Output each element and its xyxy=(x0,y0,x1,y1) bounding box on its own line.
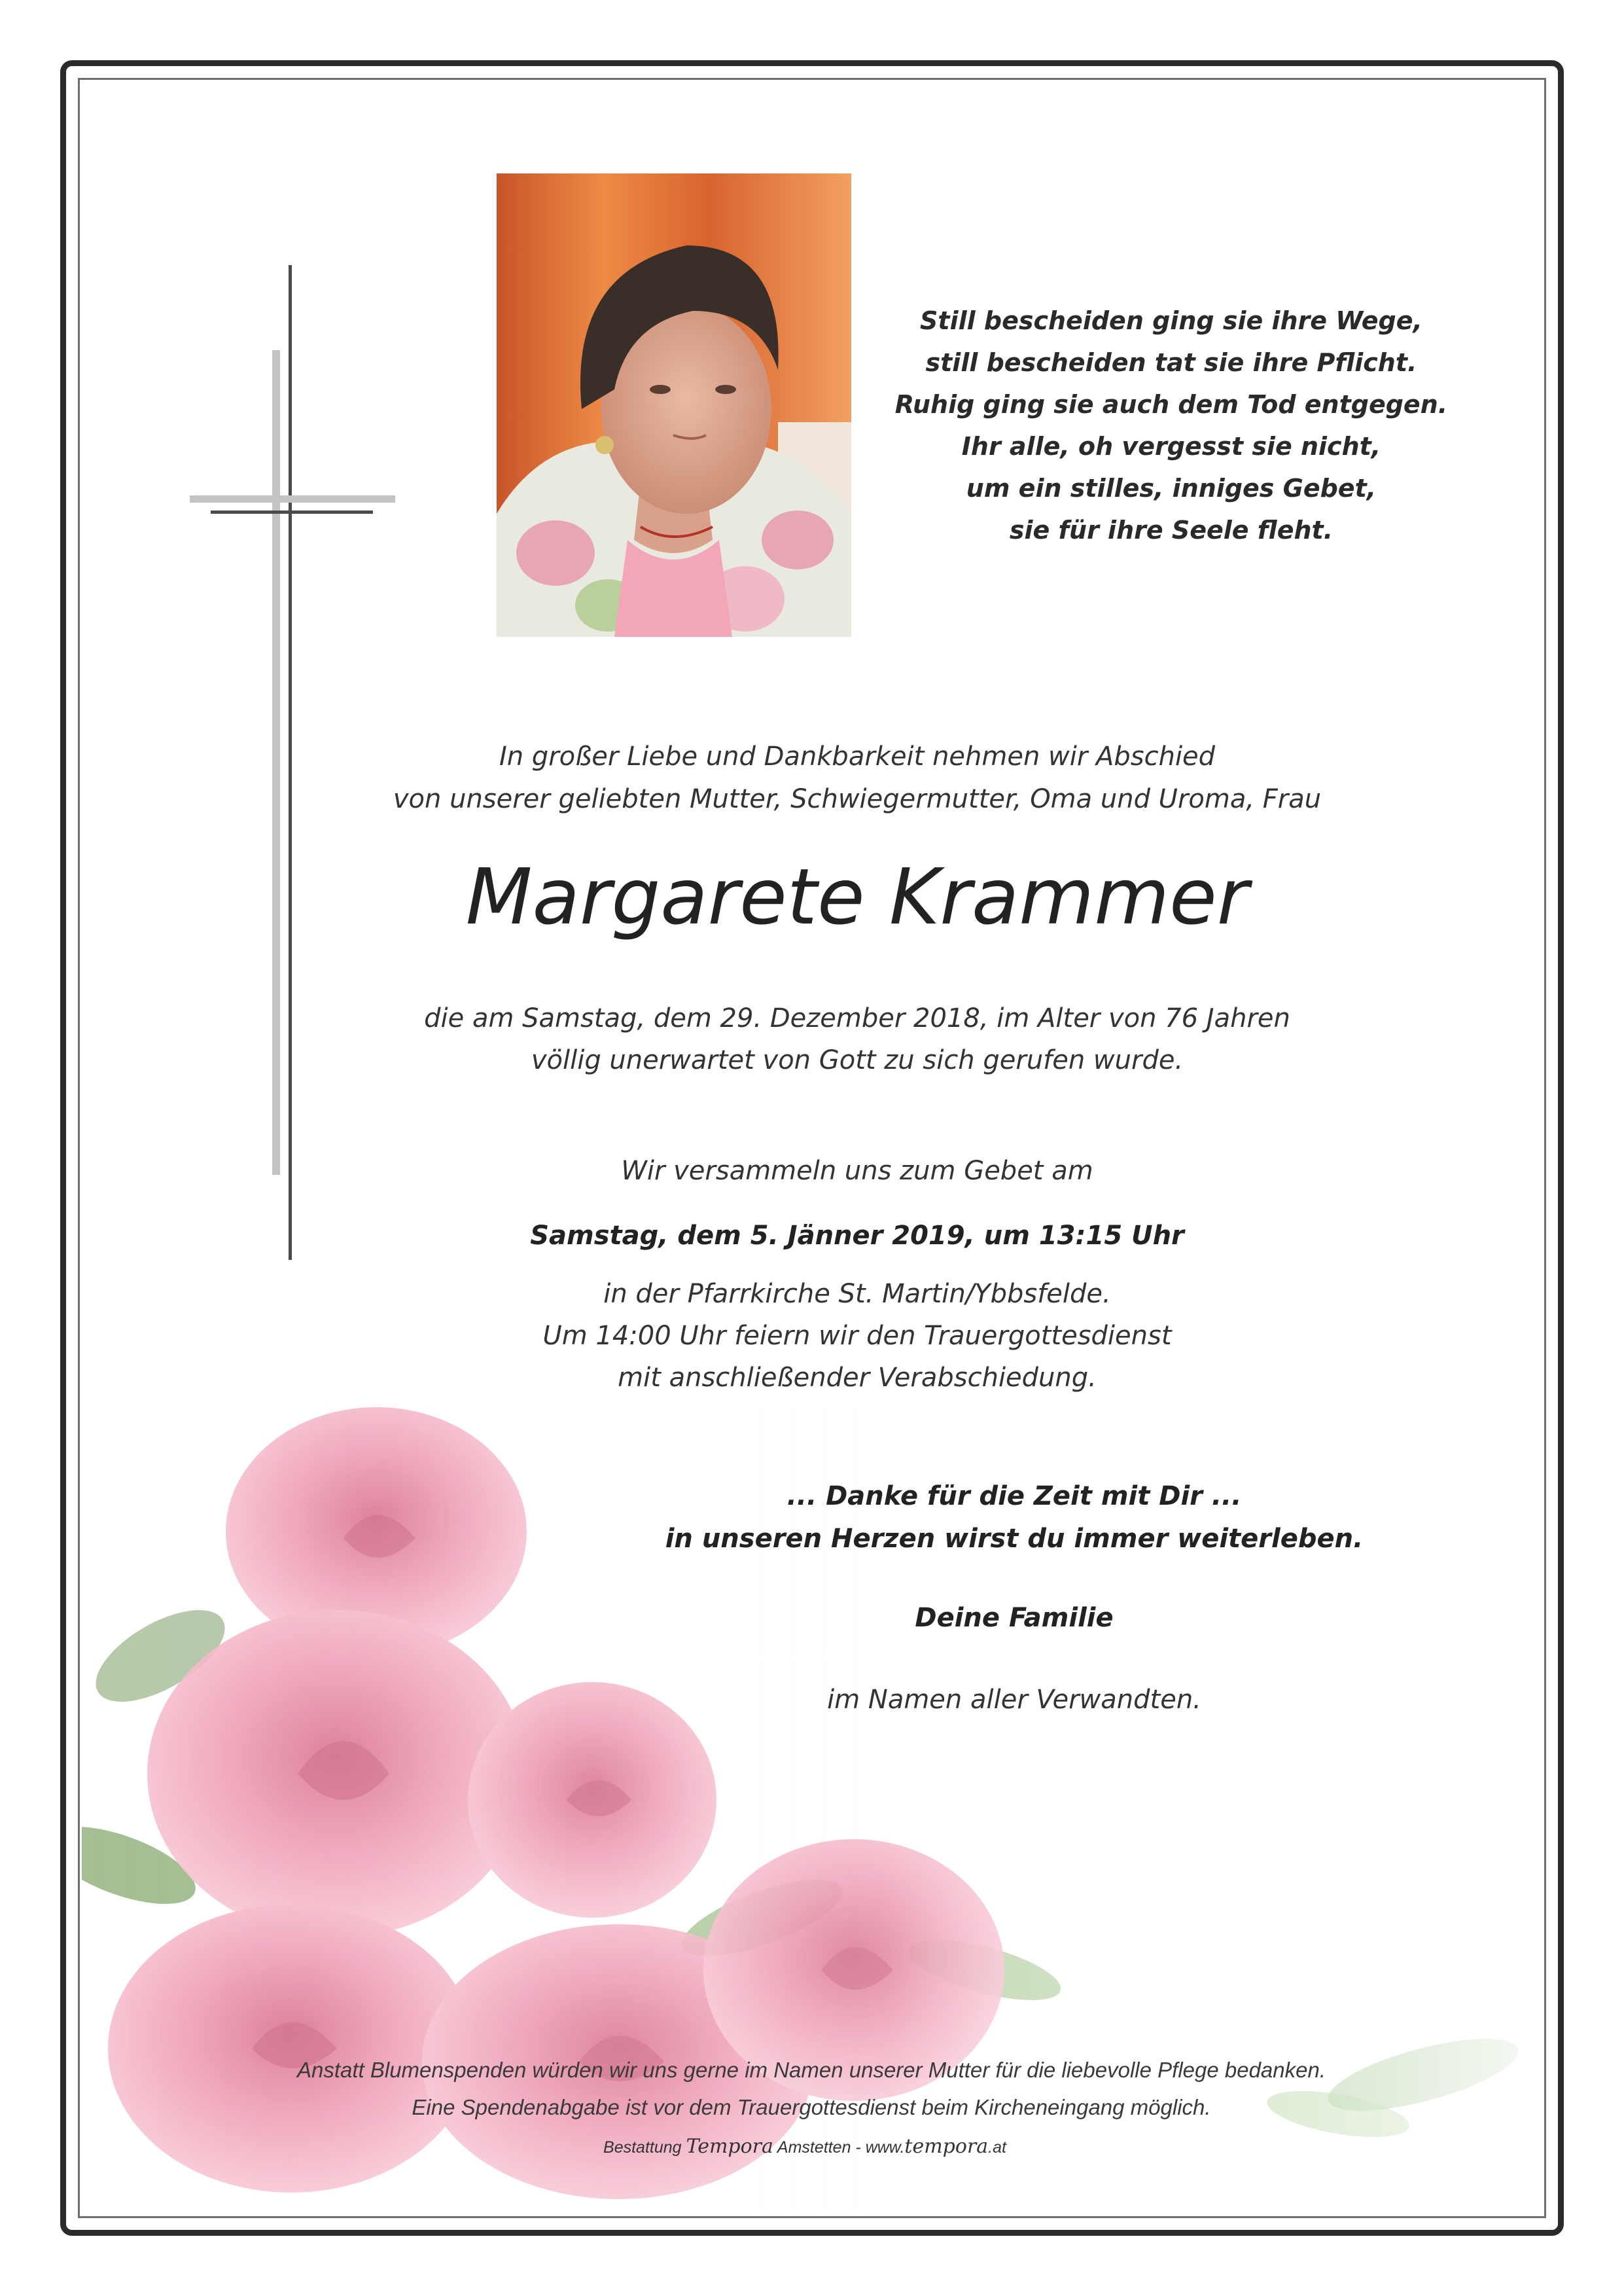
intro-text xyxy=(281,736,1433,821)
footer-domain-brand[interactable]: tempora xyxy=(904,2135,989,2158)
poem xyxy=(864,300,1479,551)
footer-prefix: Bestattung xyxy=(603,2138,682,2157)
death-line: die am Samstag, dem 29. Dezember 2018, im Alter von 76 Jahren xyxy=(424,1003,1290,1033)
donation-line: Anstatt Blumenspenden würden wir uns gerne im Namen unserer Mutter für die liebevolle Pflege bedanken. xyxy=(296,2058,1326,2082)
poem-line: Still bescheiden ging sie ihre Wege, xyxy=(920,306,1422,335)
donation-note xyxy=(196,2051,1426,2126)
portrait-photo xyxy=(497,173,851,637)
donation-line: Eine Spendenabgabe ist vor dem Trauergottesdienst beim Kircheneingang möglich. xyxy=(412,2095,1211,2119)
deceased-name: Margarete Krammer xyxy=(465,852,1249,942)
footer-brand: Tempora xyxy=(686,2135,773,2158)
gathering-intro: Wir versammeln uns zum Gebet am xyxy=(621,1156,1093,1186)
footer-suffix: Amstetten - www. xyxy=(777,2138,905,2157)
poem-line: um ein stilles, inniges Gebet, xyxy=(966,474,1377,503)
intro-line: In großer Liebe und Dankbarkeit nehmen wir Abschied xyxy=(499,742,1216,772)
poem-line: Ruhig ging sie auch dem Tod entgegen. xyxy=(894,390,1448,419)
family-signature: Deine Familie xyxy=(915,1603,1114,1633)
thanks-text xyxy=(641,1475,1387,1560)
intro-line: von unserer geliebten Mutter, Schwiegermutter, Oma und Uroma, Frau xyxy=(393,784,1322,814)
location-line: Um 14:00 Uhr feiern wir den Trauergottesdienst xyxy=(542,1321,1172,1351)
location-line: mit anschließender Verabschiedung. xyxy=(618,1363,1097,1393)
footer-domain-tld[interactable]: .at xyxy=(988,2138,1006,2157)
service-location xyxy=(281,1273,1433,1399)
death-info xyxy=(281,997,1433,1081)
thanks-line: ... Danke für die Zeit mit Dir ... xyxy=(786,1481,1242,1511)
poem-line: still bescheiden tat sie ihre Pflicht. xyxy=(925,348,1417,377)
relatives-text: im Namen aller Verwandten. xyxy=(827,1685,1201,1715)
poem-line: sie für ihre Seele fleht. xyxy=(1009,516,1333,545)
death-line: völlig unerwartet von Gott zu sich gerufen wurde. xyxy=(531,1045,1184,1075)
location-line: in der Pfarrkirche St. Martin/Ybbsfelde. xyxy=(603,1279,1111,1309)
funeral-home-footer xyxy=(393,2134,1217,2161)
thanks-line: in unseren Herzen wirst du immer weiterleben. xyxy=(665,1524,1364,1554)
service-datetime: Samstag, dem 5. Jänner 2019, um 13:15 Uhr xyxy=(530,1221,1184,1251)
poem-line: Ihr alle, oh vergesst sie nicht, xyxy=(961,432,1381,461)
